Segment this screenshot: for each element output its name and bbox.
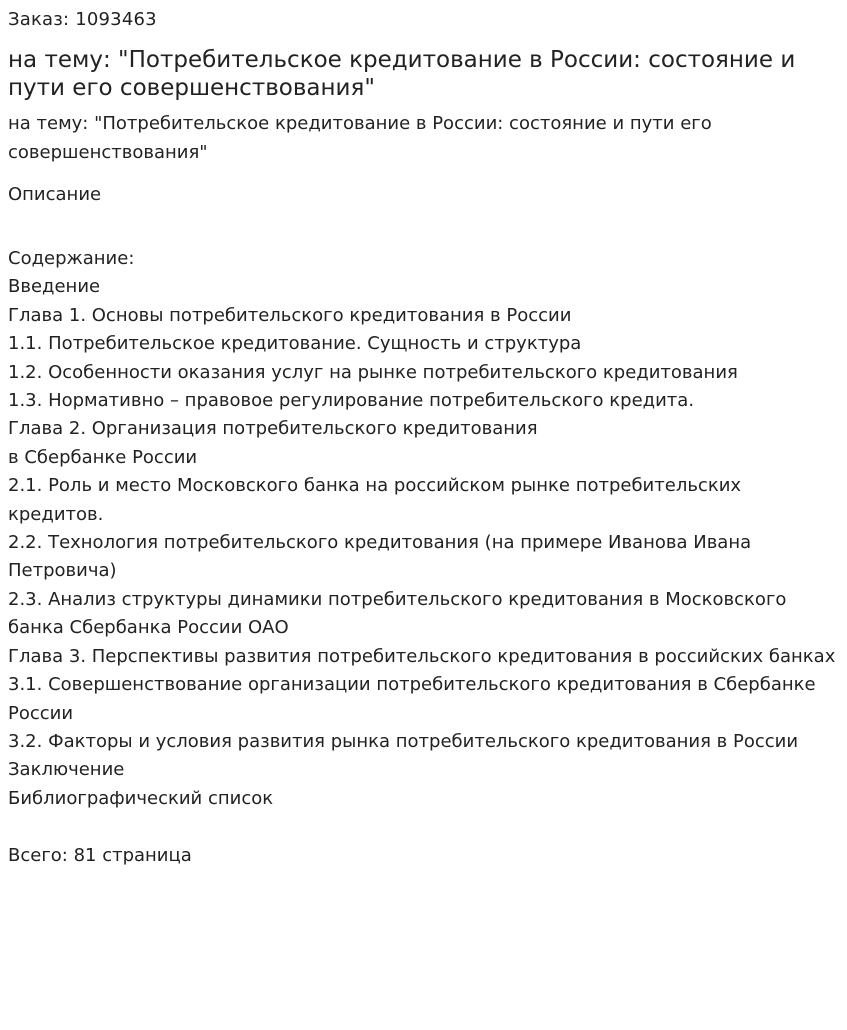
toc-item-1-1: 1.1. Потребительское кредитование. Сущность и структура [8, 333, 582, 355]
topic-subtitle: на тему: "Потребительское кредитование в России: состояние и пути его совершенствования" [8, 113, 712, 163]
toc-item-2-3: 2.3. Анализ структуры динамики потребительского кредитования в Московского банка Сбербанка России ОАО [8, 588, 787, 639]
toc-item-1-3: 1.3. Нормативно – правовое регулирование потребительского кредита. [8, 390, 695, 412]
toc-item-chapter-2: Глава 2. Организация потребительского кредитования [8, 418, 538, 440]
toc-item-introduction: Введение [8, 276, 101, 298]
toc-item-2-1: 2.1. Роль и место Московского банка на российском рынке потребительских кредитов. [8, 475, 742, 525]
toc-item-bibliography: Библиографический список [8, 787, 274, 809]
toc-item-conclusion: Заключение [8, 759, 125, 781]
toc-item-chapter-2-cont: в Сбербанке России [8, 446, 198, 468]
description-label: Описание [8, 184, 102, 205]
total-pages: Всего: 81 страница [8, 845, 192, 867]
page-title: на тему: "Потребительское кредитование в России: состояние и пути его совершенствования" [8, 47, 796, 101]
order-number: Заказ: 1093463 [8, 9, 157, 30]
table-of-contents [8, 245, 839, 813]
order-page [0, 6, 847, 870]
toc-item-1-2: 1.2. Особенности оказания услуг на рынке потребительского кредитования [8, 361, 738, 383]
toc-item-3-1: 3.1. Совершенствование организации потребительского кредитования в Сбербанке России [8, 674, 816, 724]
toc-item-2-2: 2.2. Технология потребительского кредитования (на примере Иванова Ивана Петровича) [8, 532, 752, 582]
toc-item-chapter-1: Глава 1. Основы потребительского кредитования в России [8, 304, 572, 326]
contents-heading: Содержание: [8, 248, 135, 269]
toc-item-3-2: 3.2. Факторы и условия развития рынка потребительского кредитования в России [8, 730, 799, 752]
toc-item-chapter-3: Глава 3. Перспективы развития потребительского кредитования в российских банках [8, 645, 836, 667]
